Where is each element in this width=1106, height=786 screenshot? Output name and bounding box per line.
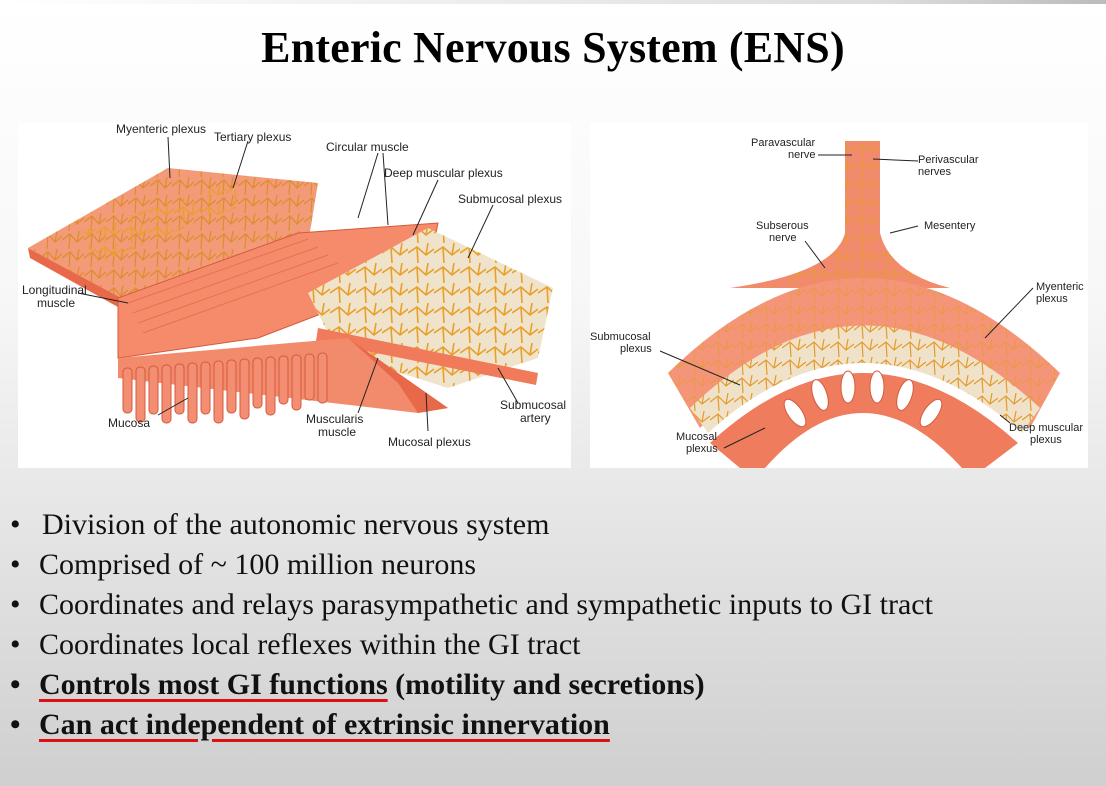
bullet-marker: • <box>10 548 21 581</box>
label-paravascular-nerve-line2: nerve <box>788 149 816 161</box>
label-mesentery: Mesentery <box>924 220 976 232</box>
label-perivascular-nerves-line2: nerves <box>918 166 952 178</box>
label-myenteric-plexus-line1: Myenteric <box>1036 281 1084 293</box>
label-mucosal-plexus-line1: Mucosal <box>676 431 717 443</box>
bullet-text-underlined: Controls most GI functions <box>39 668 388 701</box>
label-deep-muscular-plexus: Deep muscular plexus <box>384 166 503 180</box>
label-submucosal-artery-line2: artery <box>520 411 551 425</box>
label-deep-muscular-plexus-line2: plexus <box>1030 434 1062 446</box>
gut-cross-section-illustration <box>590 123 1088 468</box>
bullet-marker: • <box>10 588 21 621</box>
label-deep-muscular-plexus-line1: Deep muscular <box>1009 422 1083 434</box>
label-submucosal-artery-line1: Submucosal <box>500 398 567 412</box>
bullet-marker: • <box>10 628 21 661</box>
label-submucosal-plexus-line1: Submucosal <box>590 331 651 343</box>
bullet-text-underlined: Can act independent of extrinsic innervation <box>39 708 610 741</box>
label-muscularis-muscle-line2: muscle <box>318 425 357 439</box>
bullet-item <box>10 545 933 585</box>
label-perivascular-nerves-line1: Perivascular <box>918 154 979 166</box>
label-muscularis-muscle-line1: Muscularis <box>306 412 364 426</box>
label-submucosal-plexus-line2: plexus <box>620 343 652 355</box>
bullet-marker: • <box>10 508 21 541</box>
label-mucosal-plexus: Mucosal plexus <box>388 435 471 449</box>
gut-cross-section-figure <box>590 123 1088 468</box>
bullet-text: Comprised of ~ 100 million neurons <box>39 548 477 581</box>
bullet-item <box>10 625 933 665</box>
label-paravascular-nerve-line1: Paravascular <box>751 137 816 149</box>
label-longitudinal-muscle-line1: Longitudinal <box>22 283 87 297</box>
gut-wall-layers-figure <box>18 123 571 468</box>
bullet-text: Coordinates and relays parasympathetic and sympathetic inputs to GI tract <box>39 588 933 621</box>
bullet-item <box>10 505 933 545</box>
label-mucosal-plexus-line2: plexus <box>686 443 718 455</box>
bullet-list <box>10 505 933 745</box>
bullet-text: (motility and secretions) <box>387 668 705 701</box>
label-submucosal-plexus: Submucosal plexus <box>458 192 563 206</box>
bullet-text: Coordinates local reflexes within the GI tract <box>39 628 581 661</box>
bullet-item <box>10 585 933 625</box>
bullet-text: Division of the autonomic nervous system <box>42 508 550 541</box>
bullet-marker: • <box>10 708 21 741</box>
label-myenteric-plexus: Myenteric plexus <box>116 123 207 136</box>
gut-wall-illustration <box>18 123 571 468</box>
label-tertiary-plexus: Tertiary plexus <box>214 130 292 144</box>
slide-title: Enteric Nervous System (ENS) <box>261 23 845 72</box>
label-myenteric-plexus-line2: plexus <box>1036 293 1068 305</box>
bullet-item <box>10 705 933 745</box>
label-longitudinal-muscle-line2: muscle <box>37 296 76 310</box>
slide-top-edge <box>0 0 1106 4</box>
label-circular-muscle: Circular muscle <box>326 140 409 154</box>
label-subserous-nerve-line2: nerve <box>769 232 797 244</box>
label-mucosa: Mucosa <box>108 416 151 430</box>
label-subserous-nerve-line1: Subserous <box>756 220 809 232</box>
bullet-item <box>10 665 933 705</box>
bullet-marker: • <box>10 668 21 701</box>
